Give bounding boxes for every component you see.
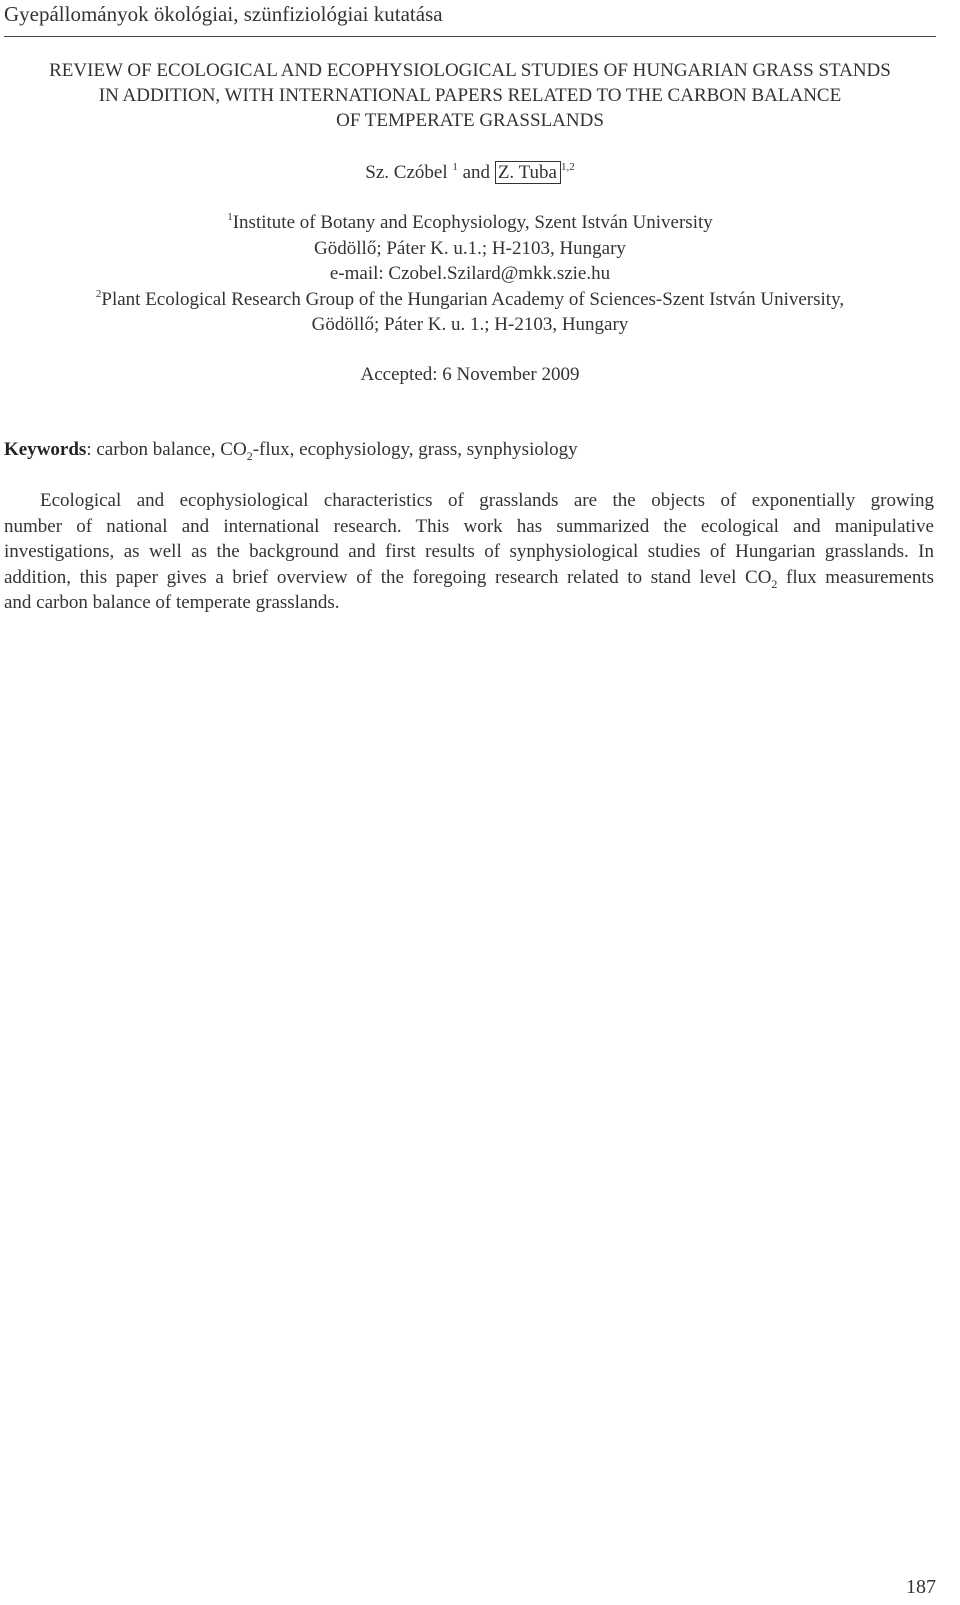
affiliations — [0, 210, 940, 338]
affiliation-1-line-2: Gödöllő; Páter K. u.1.; H-2103, Hungary — [314, 237, 626, 259]
keywords-label: Keywords — [4, 439, 87, 460]
title-line-2: IN ADDITION, WITH INTERNATIONAL PAPERS RELATED TO THE CARBON BALANCE — [98, 85, 842, 106]
title-line-1: REVIEW OF ECOLOGICAL AND ECOPHYSIOLOGICAL STUDIES OF HUNGARIAN GRASS STANDS — [49, 60, 891, 81]
keywords-text-after: -flux, ecophysiology, grass, synphysiology — [252, 439, 578, 460]
author-1: Sz. Czóbel — [365, 162, 448, 183]
abstract-line-5: and carbon balance of temperate grasslands. — [4, 592, 340, 613]
keywords-subscript: 2 — [246, 449, 253, 463]
affiliation-1-mark: 1 — [227, 211, 233, 223]
keywords — [4, 437, 934, 463]
abstract-line-4: addition, this paper gives a brief overview of the foregoing research related to stand level $CO_2$ flux measurements — [4, 566, 934, 591]
abstract-line-2: number of national and international research. This work has summarized the ecological and manipulative — [4, 515, 934, 537]
abstract-line-1: Ecological and ecophysiological characteristics of grasslands are the objects of exponentially growing — [40, 490, 934, 511]
abstract-line-3: investigations, as well as the background and first results of synphysiological studies of Hungarian grasslands. In — [4, 541, 934, 562]
running-head — [4, 0, 936, 37]
keywords-text-before: : carbon balance, CO — [86, 439, 247, 460]
accepted-date: Accepted: 6 November 2009 — [360, 364, 580, 385]
author-1-affiliation-mark: 1 — [452, 161, 458, 173]
affiliation-2-mark: 2 — [95, 287, 102, 300]
running-head-text: Gyepállományok ökológiai, szünfiziológiai kutatása — [4, 2, 443, 26]
affiliation-2-line-2: Gödöllő; Páter K. u. 1.; H-2103, Hungary — [311, 314, 629, 335]
email-address: e-mail: Czobel.Szilard@mkk.szie.hu — [329, 263, 611, 284]
abstract — [4, 488, 934, 616]
author-2-affiliation-mark: 1,2 — [560, 161, 575, 173]
authors-line — [0, 160, 940, 186]
paper-title — [0, 58, 940, 133]
affiliation-1-line-1: $^1$Institute of Botany and Ecophysiology, Szent István University — [227, 211, 713, 233]
author-2: Z. Tuba — [495, 161, 561, 184]
abstract-subscript: 2 — [771, 576, 778, 591]
author-conjunction: and — [462, 162, 491, 183]
title-line-3: OF TEMPERATE GRASSLANDS — [336, 110, 604, 131]
page-number: 187 — [906, 1576, 936, 1598]
affiliation-2-line-1: $^2$Plant Ecological Research Group of the Hungarian Academy of Sciences-Szent István University, — [95, 287, 845, 310]
